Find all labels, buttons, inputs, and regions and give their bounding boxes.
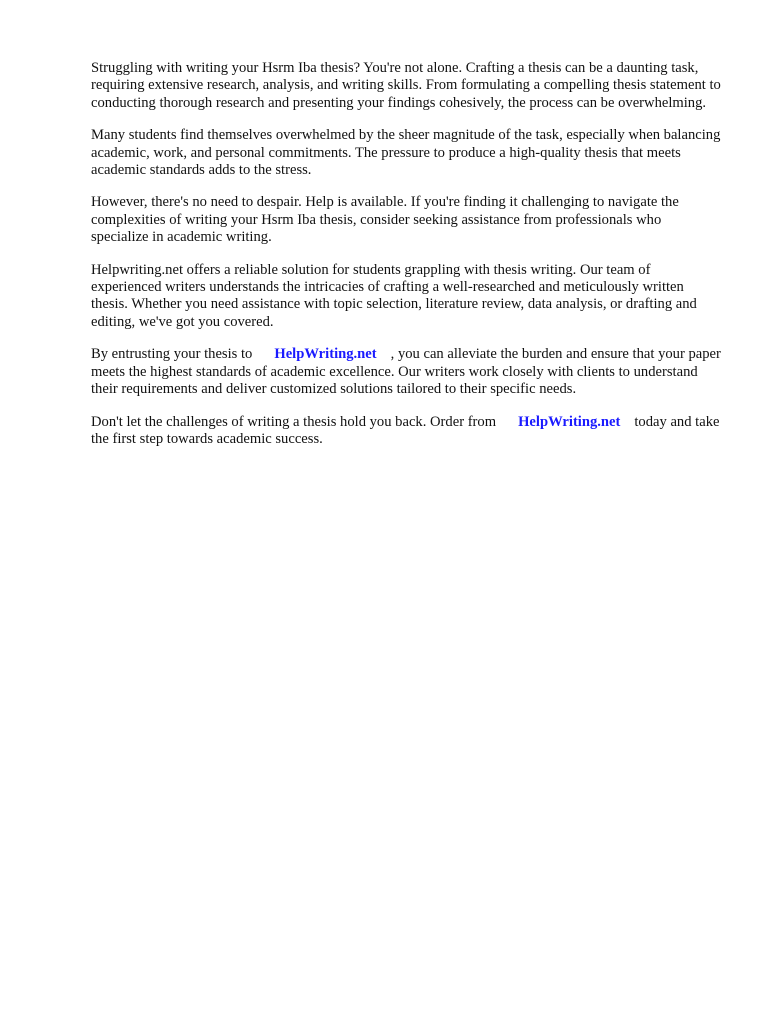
- order-text-before: Don't let the challenges of writing a thesis hold you back. Order from: [91, 413, 497, 430]
- helpwriting-order-link[interactable]: HelpWriting.net: [518, 413, 621, 430]
- paragraph-overwhelmed: Many students find themselves overwhelmed by the sheer magnitude of the task, especially when balancing academic, work, and personal commitments. The pressure to produce a high-quality thesis that meets academic standards adds to the stress.: [91, 127, 721, 179]
- entrusting-text-before: By entrusting your thesis to: [91, 346, 253, 363]
- paragraph-entrusting: [91, 346, 721, 398]
- helpwriting-link[interactable]: HelpWriting.net: [274, 346, 377, 363]
- document-body: [91, 60, 721, 463]
- order-text-after: today and take the first step towards academic success.: [91, 413, 720, 447]
- paragraph-order: [91, 414, 721, 449]
- paragraph-help-available: However, there's no need to despair. Help is available. If you're finding it challenging to navigate the complexities of writing your Hsrm Iba thesis, consider seeking assistance from professionals who specialize in academic writing.: [91, 194, 679, 246]
- entrusting-text-after: , you can alleviate the burden and ensure that your paper meets the highest standards of academic excellence. Our writers work closely with clients to understand their requirements and deliver customized solutions tailored to their specific needs.: [91, 346, 721, 398]
- paragraph-intro: Struggling with writing your Hsrm Iba thesis? You're not alone. Crafting a thesis can be a daunting task, requiring extensive research, analysis, and writing skills. From formulating a compelling thesis statement to conducting thorough research and presenting your findings cohesively, the process can be overwhelming.: [91, 60, 721, 111]
- paragraph-helpwriting-offer: Helpwriting.net offers a reliable solution for students grappling with thesis writing. Our team of experienced writers understands the intricacies of crafting a well-researched and meticulously written thesis. Whether you need assistance with topic selection, literature review, data analysis, or drafting and editing, we've got you covered.: [91, 261, 697, 330]
